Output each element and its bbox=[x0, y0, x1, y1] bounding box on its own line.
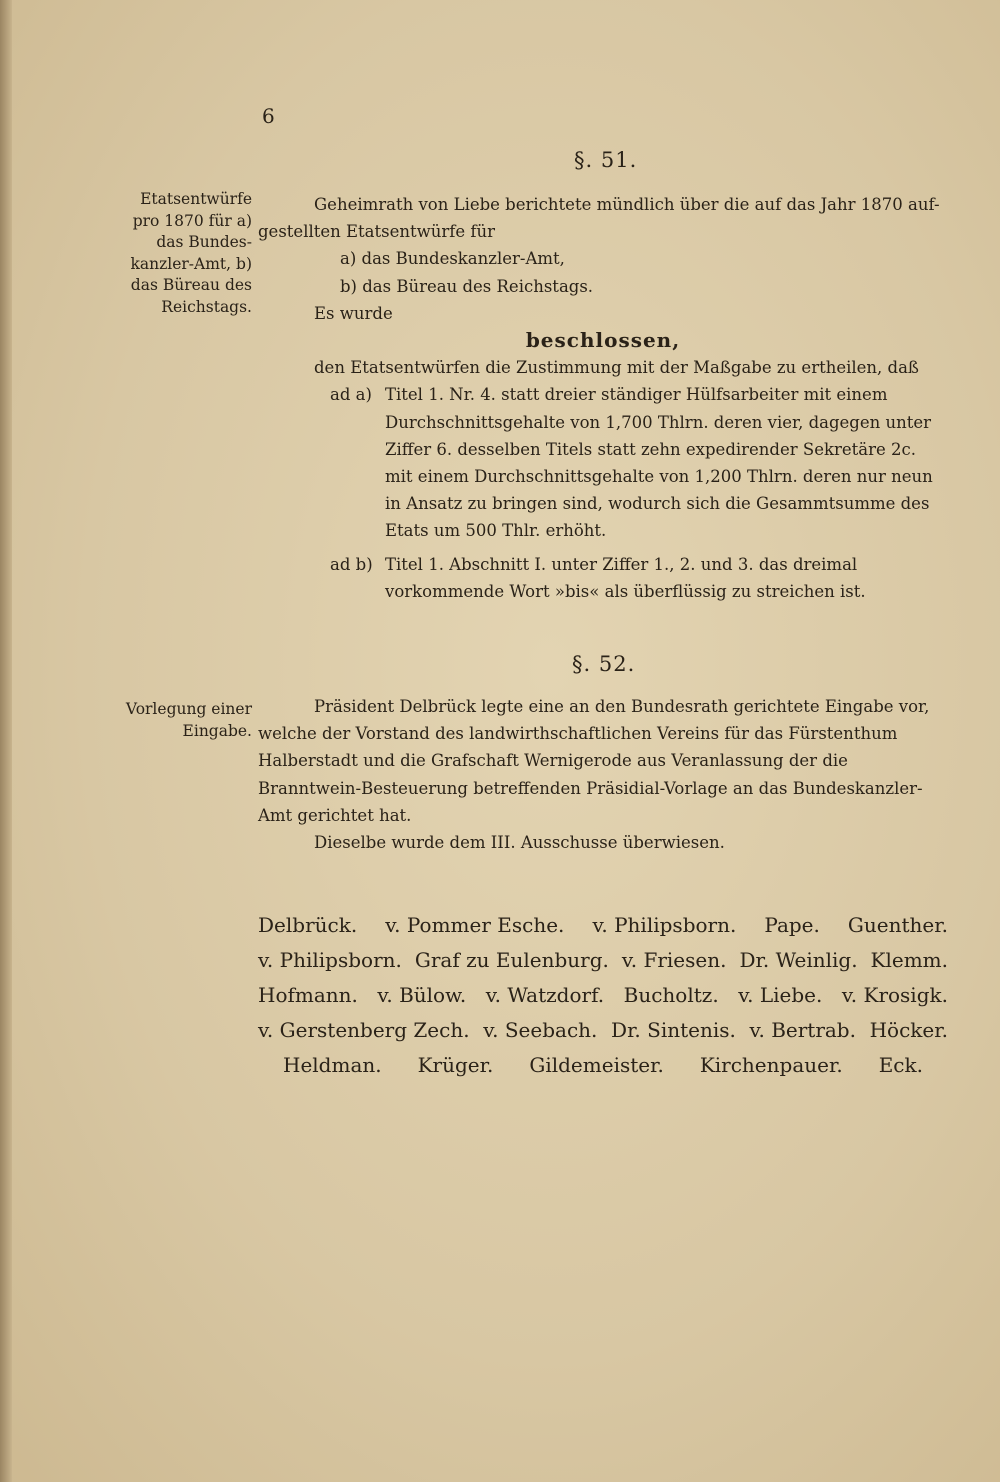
section-52-margin-note: Vorlegung einer Eingabe. bbox=[125, 700, 252, 740]
section-51-heading: §. 51. bbox=[574, 148, 638, 172]
signature-row-4 bbox=[258, 1013, 948, 1048]
signature-name: Pape. bbox=[764, 913, 820, 937]
signature-row-3 bbox=[258, 978, 948, 1013]
signature-name: Heldman. bbox=[283, 1053, 382, 1077]
signature-name: v. Bülow. bbox=[377, 983, 467, 1007]
es-wurde: Es wurde bbox=[314, 303, 393, 323]
signature-name: v. Bertrab. bbox=[749, 1018, 856, 1042]
signature-row-5 bbox=[258, 1048, 948, 1083]
section-52-paragraph-1: Präsident Delbrück legte eine an den Bundesrath gerichtete Eingabe vor, welche der Vorstand des landwirthschaftlichen Vereins für das Fürstenthum Halberstadt und die Grafschaft Wernigerode aus Veranlassung der die Branntwein-Besteuerung betreffenden Präsidial-Vorlage an das Bundeskanzler-Amt gerichtet hat. bbox=[258, 697, 930, 825]
signature-name: v. Krosigk. bbox=[841, 983, 948, 1007]
signature-name: Kirchenpauer. bbox=[699, 1053, 843, 1077]
signature-row-1 bbox=[258, 908, 948, 943]
signature-name: v. Watzdorf. bbox=[485, 983, 605, 1007]
signature-name: Graf zu Eulenburg. bbox=[414, 948, 609, 972]
signature-block bbox=[258, 908, 948, 1083]
decision-line: den Etatsentwürfen die Zustimmung mit der Maßgabe zu ertheilen, daß bbox=[314, 358, 919, 378]
ad-a-block bbox=[258, 381, 948, 544]
signature-name: v. Seebach. bbox=[483, 1018, 598, 1042]
signature-name: Krüger. bbox=[417, 1053, 494, 1077]
ad-a-text: Titel 1. Nr. 4. statt dreier ständiger Hülfsarbeiter mit einem Durchschnittsgehalte von 1,700 Thlrn. deren vier, dagegen unter Ziffer 6. desselben Titels statt zehn expedirender Sekretäre 2c. mit einem Durchschnittsgehalte von 1,200 Thlrn. deren nur neun in Ansatz zu bringen sind, wodurch sich die Gesammtsumme des Etats um 500 Thlr. erhöht. bbox=[385, 385, 933, 541]
signature-name: v. Pommer Esche. bbox=[385, 913, 565, 937]
ad-a-label: ad a) bbox=[330, 385, 372, 405]
section-52-heading: §. 52. bbox=[572, 652, 636, 676]
signature-name: Klemm. bbox=[870, 948, 948, 972]
intro-line-2: gestellten Etatsentwürfe für bbox=[258, 222, 496, 242]
ad-b-text: Titel 1. Abschnitt I. unter Ziffer 1., 2. und 3. das dreimal vorkommende Wort »bis« als überflüssig zu streichen ist. bbox=[385, 554, 866, 601]
page-number: 6 bbox=[262, 104, 275, 128]
signature-row-2 bbox=[258, 943, 948, 978]
signature-name: v. Liebe. bbox=[738, 983, 823, 1007]
binding-edge bbox=[0, 0, 12, 1482]
section-51-margin-note: Etatsentwürfe pro 1870 für a) das Bundes-kanzler-Amt, b) das Büreau des Reichstags. bbox=[130, 190, 252, 316]
signature-name: Guenther. bbox=[847, 913, 948, 937]
signature-name: Höcker. bbox=[869, 1018, 948, 1042]
signature-name: Dr. Weinlig. bbox=[739, 948, 858, 972]
ad-b-label: ad b) bbox=[330, 554, 373, 574]
signature-name: v. Philipsborn. bbox=[592, 913, 737, 937]
item-a: a) das Bundeskanzler-Amt, bbox=[340, 249, 565, 269]
item-b: b) das Büreau des Reichstags. bbox=[340, 276, 594, 296]
signature-name: Gildemeister. bbox=[529, 1053, 664, 1077]
signature-name: Eck. bbox=[878, 1053, 923, 1077]
decision-word: beschlossen, bbox=[525, 328, 681, 353]
signature-name: Dr. Sintenis. bbox=[611, 1018, 736, 1042]
section-52-body bbox=[258, 693, 948, 856]
signature-name: v. Philipsborn. bbox=[258, 948, 402, 972]
ad-b-block bbox=[258, 551, 948, 605]
signature-name: Delbrück. bbox=[258, 913, 358, 937]
section-52-paragraph-2: Dieselbe wurde dem III. Ausschusse überwiesen. bbox=[314, 833, 725, 853]
signature-name: Bucholtz. bbox=[623, 983, 719, 1007]
signature-name: Hofmann. bbox=[258, 983, 358, 1007]
section-51-body bbox=[258, 191, 948, 605]
intro-line-1: Geheimrath von Liebe berichtete mündlich über die auf das Jahr 1870 auf- bbox=[314, 195, 940, 214]
signature-name: v. Gerstenberg Zech. bbox=[258, 1018, 470, 1042]
signature-name: v. Friesen. bbox=[621, 948, 727, 972]
